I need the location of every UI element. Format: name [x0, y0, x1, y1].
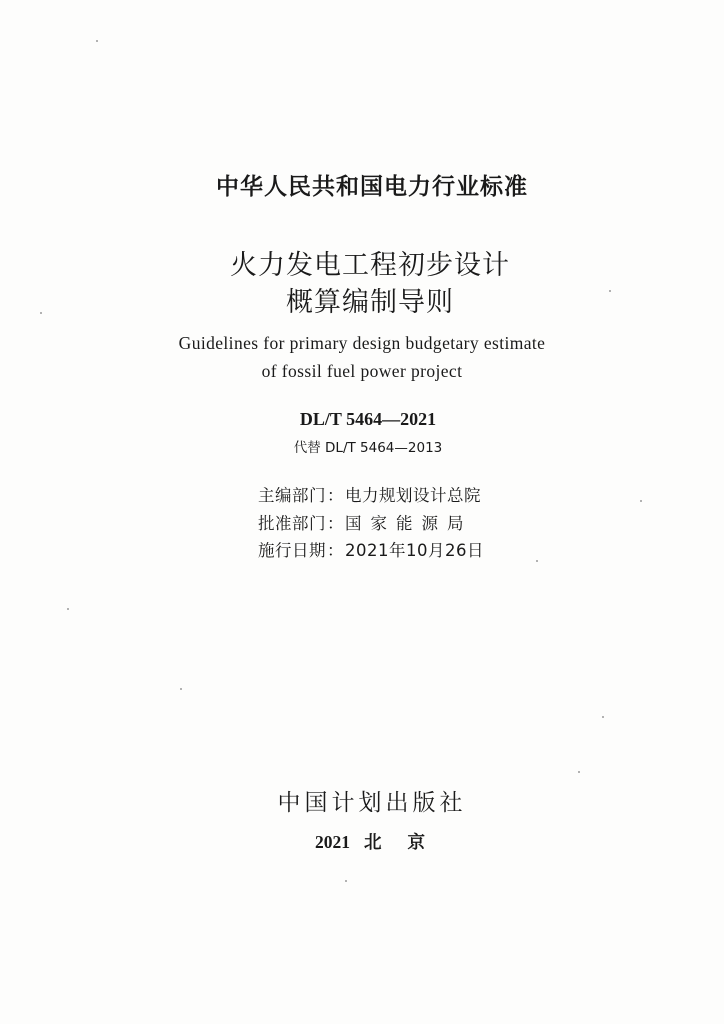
effective-date-colon: ： — [327, 541, 344, 560]
publish-place-year — [8, 829, 724, 854]
publish-city-char-1: 北 — [364, 832, 382, 852]
approver-label: 批准部门 — [258, 514, 326, 533]
scan-speck — [536, 560, 538, 562]
scan-speck — [345, 880, 347, 882]
english-title-line-1: Guidelines for primary design budgetary estimate — [178, 333, 546, 353]
publisher-name: 中国计划出版社 — [277, 790, 467, 816]
standard-code: DL/T 5464—2021 — [299, 409, 437, 429]
publish-year: 2021 — [315, 832, 350, 852]
publish-city-char-2: 京 — [407, 832, 425, 852]
effective-date-label: 施行日期 — [258, 541, 326, 560]
scan-speck — [609, 290, 611, 292]
industry-standard-heading: 中华人民共和国电力行业标准 — [216, 174, 528, 200]
approver-colon: ： — [327, 514, 344, 533]
title-line-1: 火力发电工程初步设计 — [230, 250, 510, 281]
scan-speck — [40, 312, 42, 314]
editor-colon: ： — [327, 486, 344, 505]
editor-row — [258, 482, 481, 506]
scan-speck — [96, 40, 98, 42]
scan-speck — [640, 500, 642, 502]
effective-date-value: 2021年10月26日 — [345, 541, 484, 560]
english-title-line-2: of fossil fuel power project — [261, 361, 463, 381]
approver-row — [258, 510, 473, 534]
scan-speck — [602, 716, 604, 718]
scan-speck — [180, 688, 182, 690]
title-line-2: 概算编制导则 — [286, 287, 454, 318]
replaces-note: 代替 DL/T 5464—2013 — [293, 440, 443, 456]
scan-speck — [578, 771, 580, 773]
approver-value: 国家能源局 — [345, 514, 473, 533]
effective-date-row — [258, 537, 484, 561]
scan-speck — [67, 608, 69, 610]
editor-label: 主编部门 — [258, 486, 326, 505]
editor-value: 电力规划设计总院 — [345, 486, 481, 505]
